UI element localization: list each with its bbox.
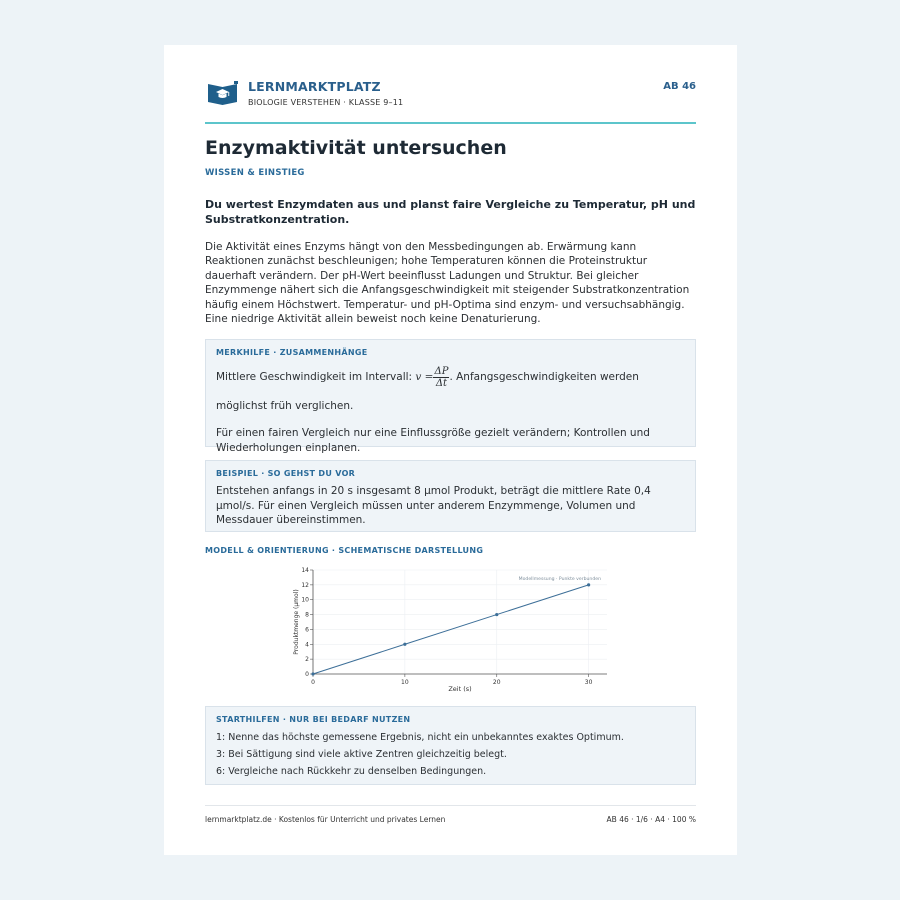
beispiel-heading: BEISPIEL · SO GEHST DU VOR <box>216 469 356 479</box>
merkhilfe-box <box>205 339 696 454</box>
y-axis-label: Produktmenge (µmol) <box>293 589 300 656</box>
beispiel-box <box>205 460 696 532</box>
chart-annotation: Modellmessung · Punkte verbunden <box>518 577 601 583</box>
section-kicker: WISSEN & EINSTIEG <box>205 168 305 178</box>
formula-line <box>216 363 685 421</box>
chart-axes <box>313 570 607 674</box>
hint-item: 1: Nenne das höchste gemessene Ergebnis, nicht ein unbekanntes exaktes Optimum. <box>216 732 624 744</box>
y-tick-label: 8 <box>305 612 309 620</box>
data-point <box>403 643 406 646</box>
lead-text: Du wertest Enzymdaten aus und planst faire Vergleiche zu Temperatur, pH und Substratkonzentration. <box>205 198 696 226</box>
intro-text: Die Aktivität eines Enzyms hängt von den Messbedingungen ab. Erwärmung kann Reaktionen zunächst beschleunigen; hohe Temperaturen können die Proteinstruktur dauerhaft verändern. Der pH-Wert beeinflusst Ladungen und Struktur. Bei gleicher Enzymmenge nähert sich die Anfangsgeschwindigkeit mit steigender Substratkonzentration häufig einem Höchstwert. Temperatur- und pH-Optima sind enzym- und versuchsabhängig. Eine niedrige Aktivität allein beweist noch keine Denaturierung. <box>205 241 690 326</box>
sheet-id: AB 46 <box>663 81 696 92</box>
x-axis-label: Zeit (s) <box>448 685 472 694</box>
data-point <box>311 673 314 676</box>
formula-suffix: . Anfangsgeschwindigkeiten werden möglichst früh verglichen. <box>216 371 639 413</box>
formula-numerator: ΔP <box>434 365 449 377</box>
formula-denominator: Δt <box>435 377 448 389</box>
data-point <box>495 613 498 616</box>
x-tick-label: 0 <box>311 679 315 687</box>
worksheet-page <box>164 45 737 855</box>
y-tick-label: 2 <box>305 656 309 664</box>
brand-subtitle: BIOLOGIE VERSTEHEN · KLASSE 9–11 <box>248 98 404 107</box>
product-time-chart <box>205 560 696 700</box>
y-tick-label: 4 <box>305 641 309 649</box>
book-cap-icon <box>207 81 238 105</box>
starthilfen-box <box>205 706 696 785</box>
footer <box>205 805 696 824</box>
merkhilfe-heading: MERKHILFE · ZUSAMMENHÄNGE <box>216 348 368 358</box>
x-tick-label: 10 <box>401 679 409 687</box>
y-tick-label: 10 <box>301 597 309 605</box>
footer-right: AB 46 · 1/6 · A4 · 100 % <box>606 815 696 824</box>
y-tick-label: 6 <box>305 626 309 634</box>
y-tick-label: 0 <box>305 671 309 679</box>
hint-list <box>216 729 685 780</box>
brand-name: LERNMARKTPLATZ <box>248 79 381 94</box>
x-tick-label: 30 <box>584 679 593 687</box>
merkhilfe-text: Für einen fairen Vergleich nur eine Einflussgröße gezielt verändern; Kontrollen und Wiederholungen einplanen. <box>216 427 650 454</box>
hint-item: 3: Bei Sättigung sind viele aktive Zentren gleichzeitig belegt. <box>216 749 507 761</box>
page-title: Enzymaktivität untersuchen <box>205 137 507 159</box>
y-tick-label: 12 <box>301 582 309 590</box>
starthilfen-heading: STARTHILFEN · NUR BEI BEDARF NUTZEN <box>216 715 411 725</box>
formula-prefix: Mittlere Geschwindigkeit im Intervall: <box>216 371 416 384</box>
data-point <box>587 584 590 587</box>
y-tick-label: 14 <box>301 567 309 575</box>
chart-grid <box>313 570 607 674</box>
formula-fraction <box>433 366 449 389</box>
x-tick-label: 20 <box>492 679 501 687</box>
header <box>205 45 696 124</box>
figure-heading: MODELL & ORIENTIERUNG · SCHEMATISCHE DARSTELLUNG <box>205 546 484 556</box>
beispiel-text: Entstehen anfangs in 20 s insgesamt 8 µmol Produkt, beträgt die mittlere Rate 0,4 µmol/s. Für einen Vergleich müssen unter anderem Enzymmenge, Volumen und Messdauer übereinstimmen. <box>216 485 651 526</box>
formula-lhs: v = <box>415 371 434 384</box>
hint-item: 6: Vergleiche nach Rückkehr zu denselben Bedingungen. <box>216 766 487 778</box>
footer-left: lernmarktplatz.de · Kostenlos für Unterricht und privates Lernen <box>205 815 446 824</box>
